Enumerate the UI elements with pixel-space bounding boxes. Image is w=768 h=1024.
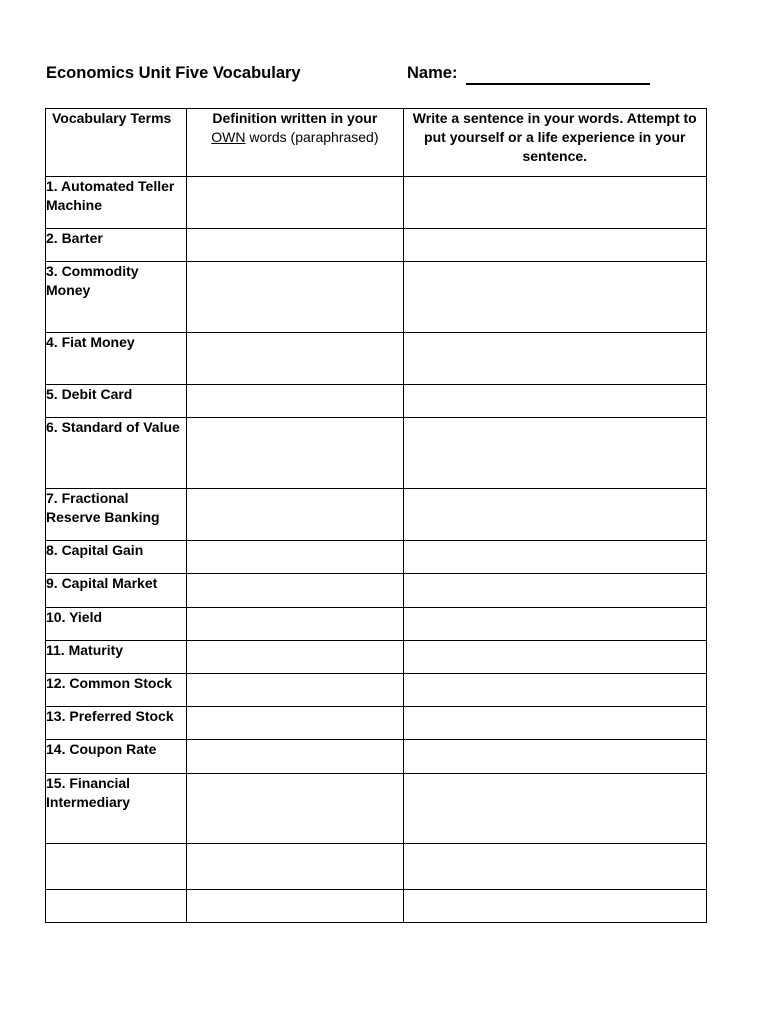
sentence-cell[interactable] (403, 177, 706, 229)
term-cell: 8. Capital Gain (46, 541, 187, 574)
sentence-cell[interactable] (403, 574, 706, 608)
definition-cell[interactable] (187, 229, 403, 262)
sentence-cell[interactable] (403, 844, 706, 890)
sentence-cell[interactable] (403, 418, 706, 489)
definition-header-line1: Definition written in your (212, 110, 378, 126)
term-cell: 7. Fractional Reserve Banking (46, 489, 187, 541)
term-cell: 14. Coupon Rate (46, 740, 187, 774)
table-row (46, 774, 707, 844)
table-row (46, 707, 707, 740)
table-row (46, 844, 707, 890)
definition-cell[interactable] (187, 333, 403, 385)
header-definition (187, 109, 403, 177)
table-row (46, 890, 707, 923)
sentence-cell[interactable] (403, 262, 706, 333)
definition-cell[interactable] (187, 574, 403, 608)
table-row (46, 574, 707, 608)
definition-cell[interactable] (187, 541, 403, 574)
definition-cell[interactable] (187, 740, 403, 774)
table-row (46, 385, 707, 418)
sentence-cell[interactable] (403, 641, 706, 674)
definition-cell[interactable] (187, 608, 403, 641)
table-row (46, 418, 707, 489)
term-cell: 4. Fiat Money (46, 333, 187, 385)
term-cell: 15. Financial Intermediary (46, 774, 187, 844)
sentence-cell[interactable] (403, 229, 706, 262)
definition-cell[interactable] (187, 774, 403, 844)
table-row (46, 333, 707, 385)
term-cell: 9. Capital Market (46, 574, 187, 608)
definition-cell[interactable] (187, 489, 403, 541)
header-vocabulary-terms: Vocabulary Terms (46, 109, 187, 177)
sentence-cell[interactable] (403, 608, 706, 641)
definition-cell[interactable] (187, 890, 403, 923)
term-cell: 2. Barter (46, 229, 187, 262)
worksheet-title: Economics Unit Five Vocabulary (46, 64, 301, 82)
worksheet-header (46, 64, 706, 88)
definition-header-rest: words (paraphrased) (245, 129, 379, 145)
sentence-cell[interactable] (403, 707, 706, 740)
sentence-cell[interactable] (403, 333, 706, 385)
header-sentence: Write a sentence in your words. Attempt to put yourself or a life experience in your sentence. (403, 109, 706, 177)
term-cell: 6. Standard of Value (46, 418, 187, 489)
definition-cell[interactable] (187, 641, 403, 674)
term-cell[interactable] (46, 844, 187, 890)
definition-cell[interactable] (187, 674, 403, 707)
name-blank-line (466, 83, 650, 85)
term-cell[interactable] (46, 890, 187, 923)
definition-cell[interactable] (187, 707, 403, 740)
table-row (46, 740, 707, 774)
sentence-cell[interactable] (403, 489, 706, 541)
table-row (46, 608, 707, 641)
table-row (46, 541, 707, 574)
definition-cell[interactable] (187, 177, 403, 229)
term-cell: 13. Preferred Stock (46, 707, 187, 740)
definition-cell[interactable] (187, 385, 403, 418)
table-row (46, 229, 707, 262)
definition-cell[interactable] (187, 418, 403, 489)
vocabulary-table (45, 108, 707, 923)
table-row (46, 177, 707, 229)
definition-header-own: OWN (211, 129, 246, 145)
sentence-cell[interactable] (403, 774, 706, 844)
table-row (46, 641, 707, 674)
term-cell: 11. Maturity (46, 641, 187, 674)
table-row (46, 262, 707, 333)
term-cell: 5. Debit Card (46, 385, 187, 418)
sentence-cell[interactable] (403, 385, 706, 418)
table-row (46, 674, 707, 707)
term-cell: 1. Automated Teller Machine (46, 177, 187, 229)
term-cell: 12. Common Stock (46, 674, 187, 707)
table-row (46, 489, 707, 541)
sentence-cell[interactable] (403, 890, 706, 923)
term-cell: 3. Commodity Money (46, 262, 187, 333)
term-cell: 10. Yield (46, 608, 187, 641)
name-label: Name: (407, 64, 458, 82)
definition-cell[interactable] (187, 844, 403, 890)
sentence-cell[interactable] (403, 541, 706, 574)
sentence-cell[interactable] (403, 674, 706, 707)
definition-cell[interactable] (187, 262, 403, 333)
sentence-cell[interactable] (403, 740, 706, 774)
